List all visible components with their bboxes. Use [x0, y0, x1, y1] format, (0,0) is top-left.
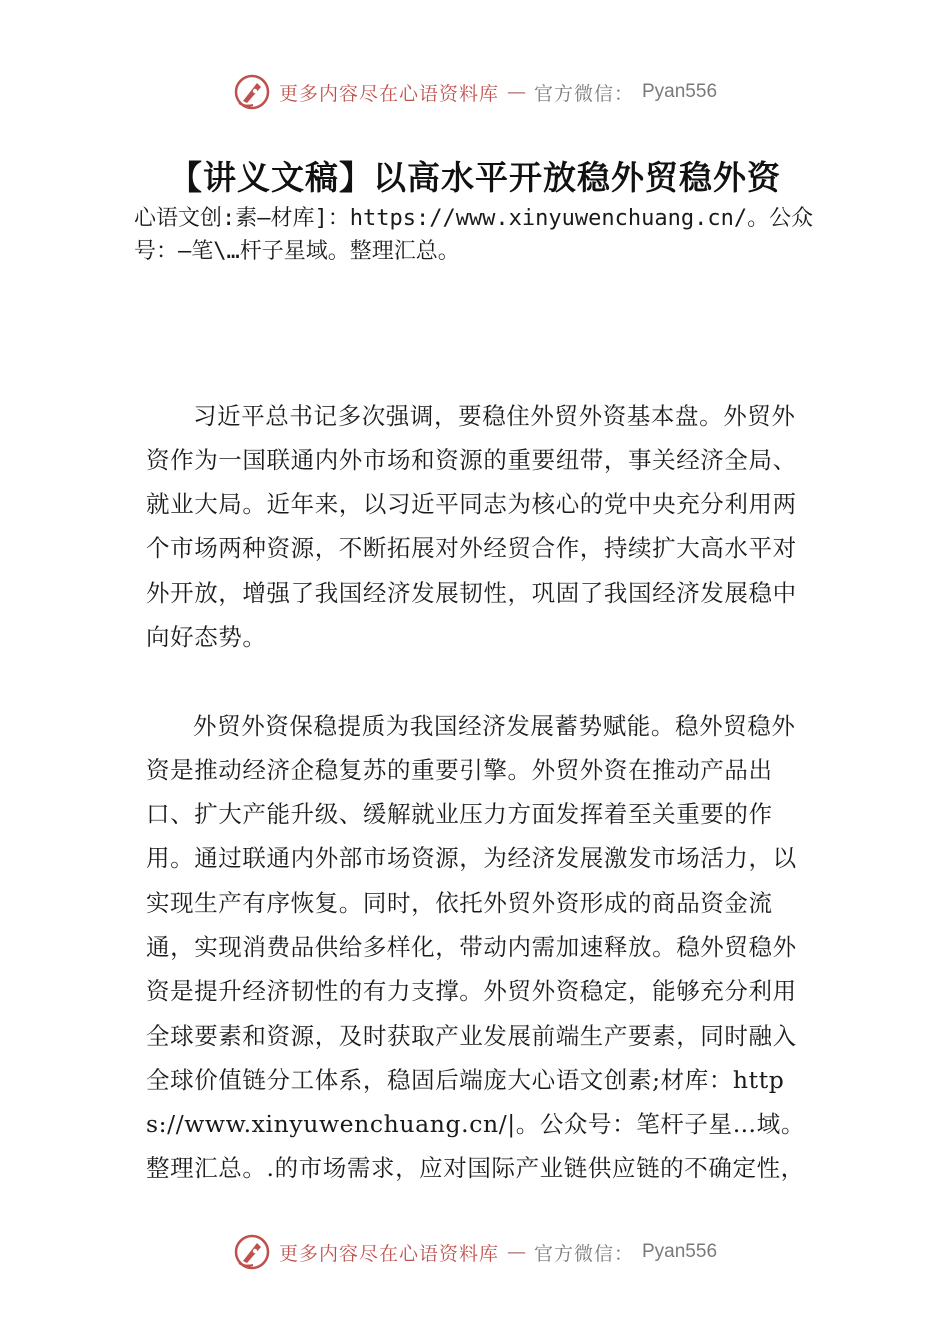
- source-note: 心语文创:素—材库]：https://www.xinyuwenchuang.cn/。公众号：—笔\…杆子星域。整理汇总。: [134, 206, 814, 264]
- paragraph-1: 习近平总书记多次强调，要稳住外贸外资基本盘。外贸外资作为一国联通内外市场和资源的重要纽带，事关经济全局、就业大局。近年来，以习近平同志为核心的党中央充分利用两个市场两种资源，不断拓展对外经贸合作，持续扩大高水平对外开放，增强了我国经济发展韧性，巩固了我国经济发展稳中向好态势。: [146, 401, 797, 651]
- pen-nib-logo-icon: [233, 73, 271, 111]
- banner-separator: —: [506, 1241, 526, 1263]
- promo-text: 更多内容尽在心语资料库: [278, 82, 499, 105]
- paragraph-2: 外贸外资保稳提质为我国经济发展蓄势赋能。稳外贸稳外资是推动经济企稳复苏的重要引擎。外贸外资在推动产品出口、扩大产能升级、缓解就业压力方面发挥着至关重要的作用。通过联通内外部市场资源，为经济发展激发市场活力，以实现生产有序恢复。同时，依托外贸外资形成的商品资金流通，实现消费品供给多样化，带动内需加速释放。稳外贸稳外资是提升经济韧性的有力支撑。外贸外资稳定，能够充分利用全球要素和资源，及时获取产业发展前端生产要素，同时融入全球价值链分工体系，稳固后端庞大心语文创素;材库：https://www.xinyuwenchuang.cn/|。公众号：笔杆子星…域。整理汇总。.的市场需求，应对国际产业链供应链的不确定性，: [146, 711, 805, 1183]
- wechat-id: Pyan556: [642, 81, 718, 102]
- wechat-label: 官方微信：: [533, 82, 634, 105]
- banner-separator: —: [506, 81, 526, 103]
- promo-text: 更多内容尽在心语资料库: [278, 1242, 499, 1265]
- wechat-label: 官方微信：: [533, 1242, 634, 1265]
- header-banner: [0, 70, 950, 114]
- wechat-id: Pyan556: [642, 1241, 718, 1262]
- pen-nib-logo-icon: [233, 1233, 271, 1271]
- document-title: 【讲义文稿】以高水平开放稳外贸稳外资: [169, 158, 781, 197]
- footer-banner: [0, 1230, 950, 1274]
